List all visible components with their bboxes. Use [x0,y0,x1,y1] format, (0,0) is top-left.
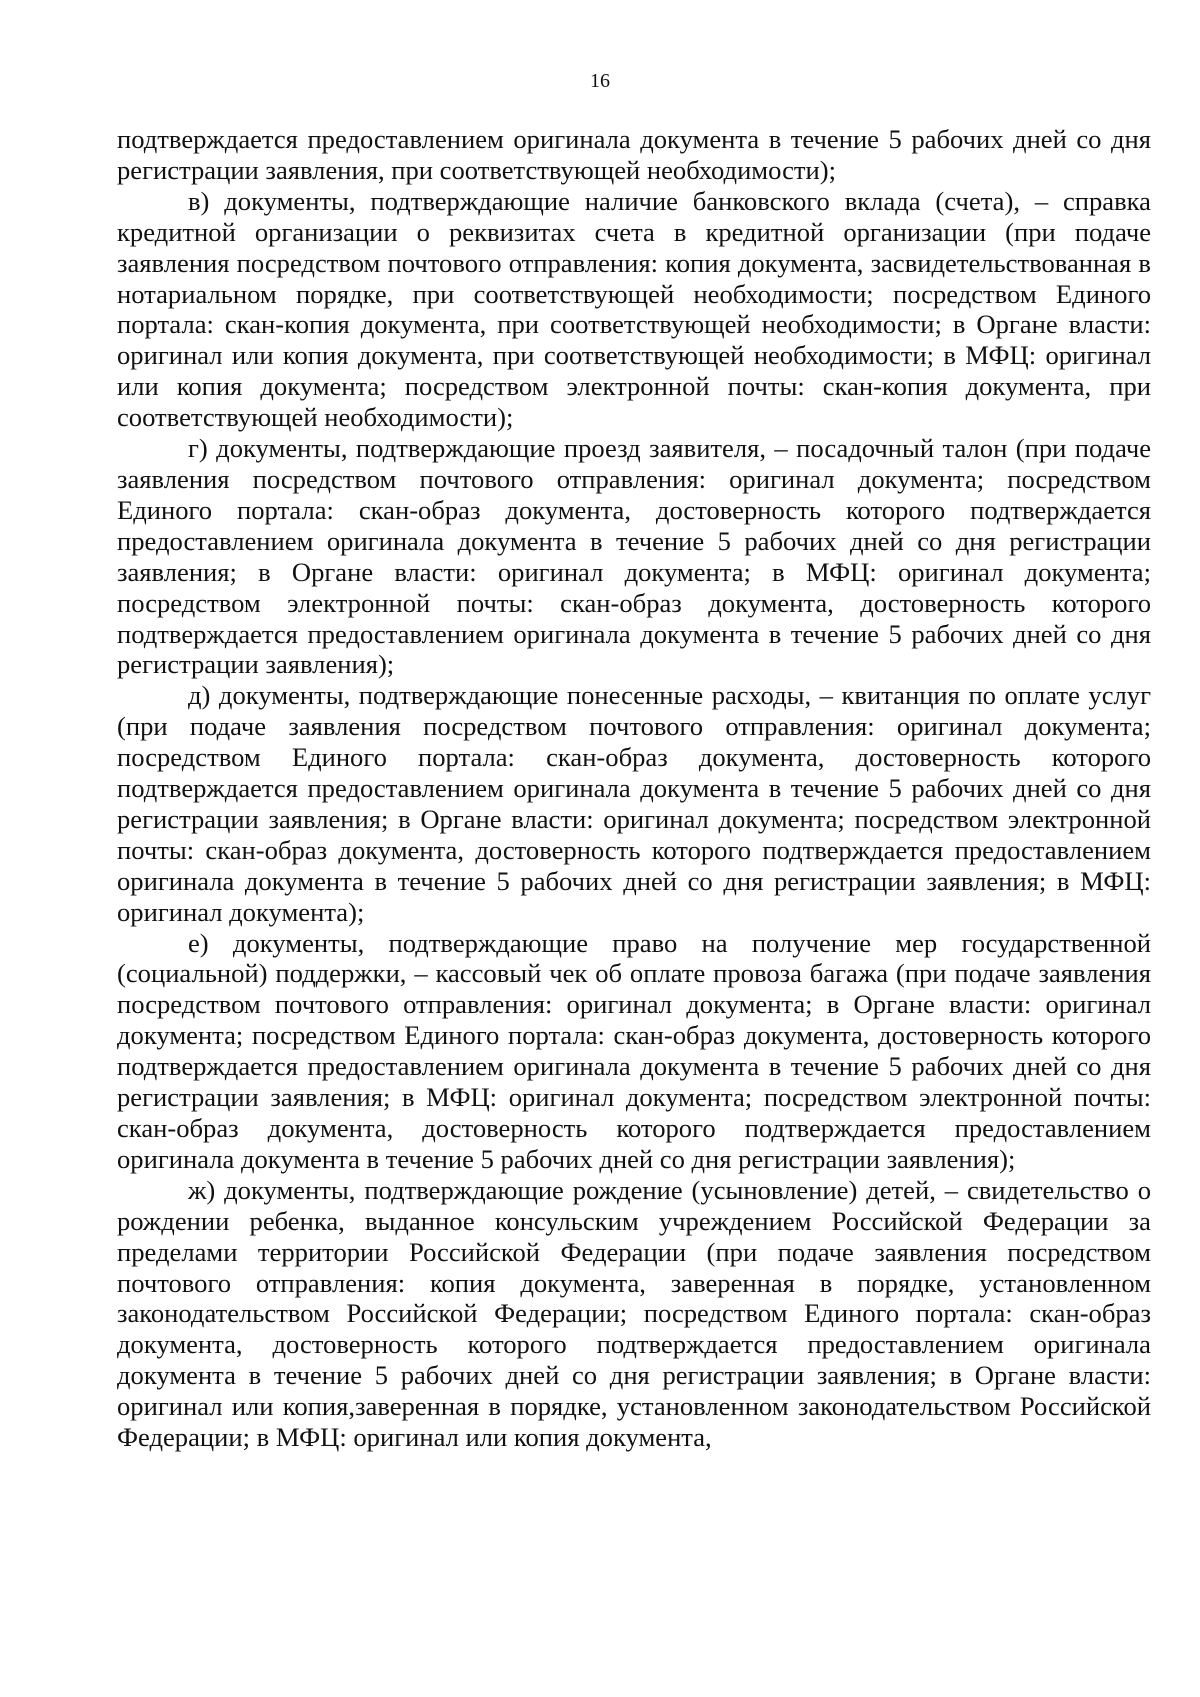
paragraph-item-zh: ж) документы, подтверждающие рождение (усыновление) детей, – свидетельство о рождении ребенка, выданное консульским учреждением Российской Федерации за пределами территории Российской Федерации (при подаче заявления посредством почтового отправления: копия документа, заверенная в порядке, установленном законодательством Российской Федерации; посредством Единого портала: скан-образ документа, достоверность которого подтверждается предоставлением оригинала документа в течение 5 рабочих дней со дня регистрации заявления; в Органе власти: оригинал или копия,заверенная в порядке, установленном законодательством Российской Федерации; в МФЦ: оригинал или копия документа, [117,1174,1151,1453]
paragraph-item-e: е) документы, подтверждающие право на получение мер государственной (социальной) поддержки, – кассовый чек об оплате провоза багажа (при подаче заявления посредством почтового отправления: оригинал документа; в Органе власти: оригинал документа; посредством Единого портала: скан-образ документа, достоверность которого подтверждается предоставлением оригинала документа в течение 5 рабочих дней со дня регистрации заявления; в МФЦ: оригинал документа; посредством электронной почты: скан-образ документа, достоверность которого подтверждается предоставлением оригинала документа в течение 5 рабочих дней со дня регистрации заявления); [117,927,1151,1174]
paragraph-item-v: в) документы, подтверждающие наличие банковского вклада (счета), – справка кредитной организации о реквизитах счета в кредитной организации (при подаче заявления посредством почтового отправления: копия документа, засвидетельствованная в нотариальном порядке, при соответствующей необходимости; посредством Единого портала: скан-копия документа, при соответствующей необходимости; в Органе власти: оригинал или копия документа, при соответствующей необходимости; в МФЦ: оригинал или копия документа; посредством электронной почты: скан-копия документа, при соответствующей необходимости); [117,185,1151,433]
document-body [117,124,1151,1453]
page-number: 16 [590,70,610,92]
paragraph-continuation: подтверждается предоставлением оригинала документа в течение 5 рабочих дней со дня регистрации заявления, при соответствующей необходимости); [117,124,1151,185]
paragraph-item-g: г) документы, подтверждающие проезд заявителя, – посадочный талон (при подаче заявления посредством почтового отправления: оригинал документа; посредством Единого портала: скан-образ документа, достоверность которого подтверждается предоставлением оригинала документа в течение 5 рабочих дней со дня регистрации заявления; в Органе власти: оригинал документа; в МФЦ: оригинал документа; посредством электронной почты: скан-образ документа, достоверность которого подтверждается предоставлением оригинала документа в течение 5 рабочих дней со дня регистрации заявления); [117,433,1151,680]
paragraph-item-d: д) документы, подтверждающие понесенные расходы, – квитанция по оплате услуг (при подаче заявления посредством почтового отправления: оригинал документа; посредством Единого портала: скан-образ документа, достоверность которого подтверждается предоставлением оригинала документа в течение 5 рабочих дней со дня регистрации заявления; в Органе власти: оригинал документа; посредством электронной почты: скан-образ документа, достоверность которого подтверждается предоставлением оригинала документа в течение 5 рабочих дней со дня регистрации заявления; в МФЦ: оригинал документа); [117,680,1151,927]
